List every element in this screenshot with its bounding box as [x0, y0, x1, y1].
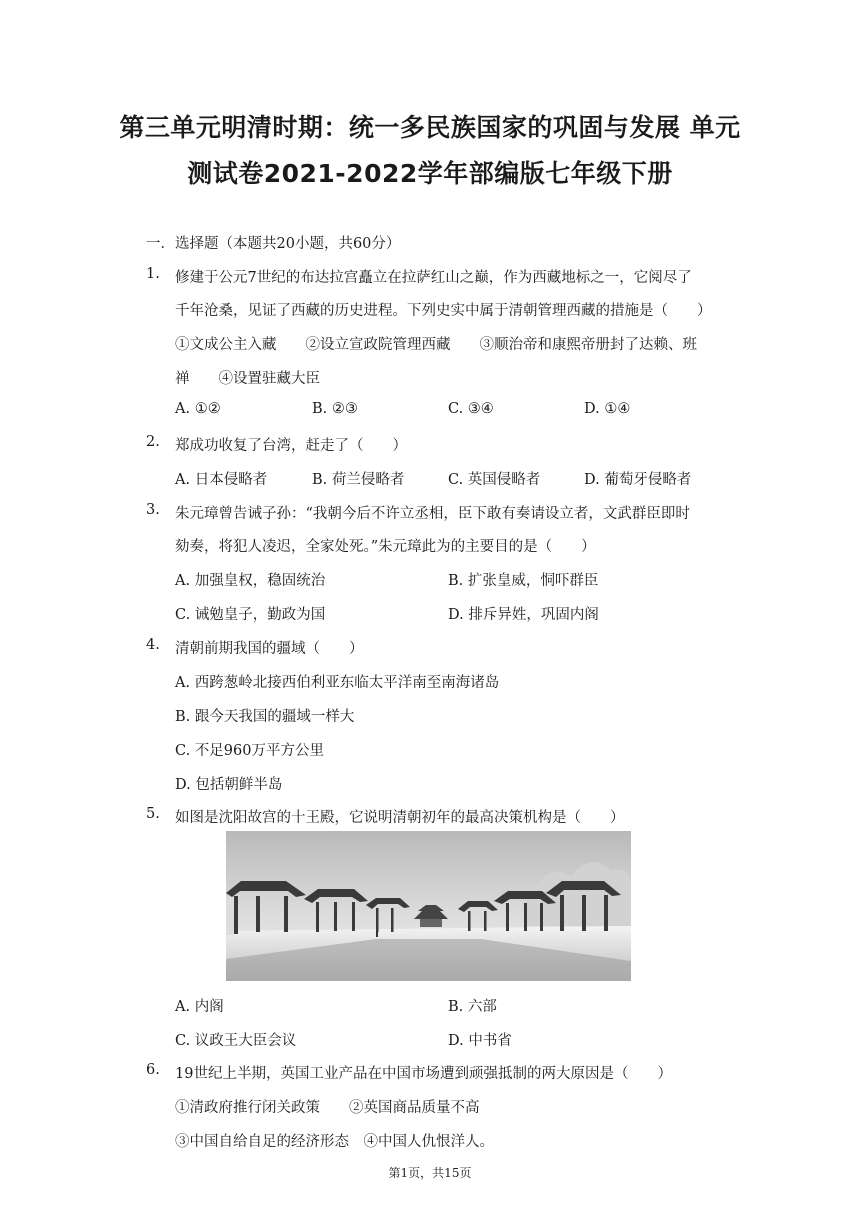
question-3-option-c[interactable]: C. 诫勉皇子，勤政为国 — [175, 607, 326, 623]
question-6-text-line-1: 19世纪上半期，英国工业产品在中国市场遭到顽强抵制的两大原因是（ ） — [175, 1066, 672, 1082]
question-3-text-line-2: 劾奏，将犯人凌迟，全家处死。”朱元璋此为的主要目的是（ ） — [175, 539, 596, 555]
question-3-option-b[interactable]: B. 扩张皇威，恫吓群臣 — [448, 573, 599, 589]
question-1-text-line-3: ①文成公主入藏 ②设立宣政院管理西藏 ③顺治帝和康熙帝册封了达赖、班 — [175, 337, 697, 353]
question-5-option-c[interactable]: C. 议政王大臣会议 — [175, 1033, 297, 1049]
question-3-number: 3. — [146, 502, 160, 518]
question-4-option-a[interactable]: A. 西跨葱岭北接西伯利亚东临太平洋南至南海诸岛 — [175, 675, 500, 691]
palace-illustration — [226, 831, 631, 981]
section-heading: 一．选择题（本题共20小题，共60分） — [146, 236, 401, 252]
question-2-number: 2. — [146, 434, 160, 450]
question-3-option-a[interactable]: A. 加强皇权，稳固统治 — [175, 573, 326, 589]
question-5-number: 5. — [146, 806, 160, 822]
question-2-option-b[interactable]: B. 荷兰侵略者 — [312, 472, 405, 488]
question-2-text-line-1: 郑成功收复了台湾，赶走了（ ） — [175, 438, 407, 454]
question-1-option-c[interactable]: C. ③④ — [448, 401, 494, 417]
question-1-text-line-1: 修建于公元7世纪的布达拉宫矗立在拉萨红山之巅，作为西藏地标之一，它阅尽了 — [175, 270, 692, 286]
question-6-text-line-2: ①清政府推行闭关政策 ②英国商品质量不高 — [175, 1100, 480, 1116]
question-4-option-b[interactable]: B. 跟今天我国的疆域一样大 — [175, 709, 355, 725]
question-1-number: 1. — [146, 266, 160, 282]
question-4-option-c[interactable]: C. 不足960万平方公里 — [175, 743, 324, 759]
question-3-text-line-1: 朱元璋曾告诫子孙：“我朝今后不许立丞相，臣下敢有奏请设立者，文武群臣即时 — [175, 506, 690, 522]
question-5-text-line-1: 如图是沈阳故宫的十王殿，它说明清朝初年的最高决策机构是（ ） — [175, 810, 625, 826]
question-2-option-d[interactable]: D. 葡萄牙侵略者 — [584, 472, 692, 488]
question-2-option-a[interactable]: A. 日本侵略者 — [175, 472, 268, 488]
question-3-option-d[interactable]: D. 排斥异姓，巩固内阁 — [448, 607, 599, 623]
question-5-option-a[interactable]: A. 内阁 — [175, 999, 224, 1015]
question-6-number: 6. — [146, 1062, 160, 1078]
question-2-option-c[interactable]: C. 英国侵略者 — [448, 472, 541, 488]
question-4-number: 4. — [146, 637, 160, 653]
question-1-text-line-4: 禅 ④设置驻藏大臣 — [175, 371, 320, 387]
question-1-text-line-2: 千年沧桑，见证了西藏的历史进程。下列史实中属于清朝管理西藏的措施是（ ） — [175, 303, 712, 319]
shenyang-palace-photo — [226, 831, 631, 981]
question-1-option-d[interactable]: D. ①④ — [584, 401, 631, 417]
question-1-option-a[interactable]: A. ①② — [175, 401, 221, 417]
question-1-option-b[interactable]: B. ②③ — [312, 401, 358, 417]
question-5-option-d[interactable]: D. 中书省 — [448, 1033, 512, 1049]
page-footer: 第1页，共15页 — [388, 1166, 472, 1180]
question-4-option-d[interactable]: D. 包括朝鲜半岛 — [175, 777, 283, 793]
question-5-option-b[interactable]: B. 六部 — [448, 999, 497, 1015]
question-4-text-line-1: 清朝前期我国的疆域（ ） — [175, 641, 364, 657]
document-title-line-1: 第三单元明清时期：统一多民族国家的巩固与发展 单元 — [119, 113, 741, 142]
question-6-text-line-3: ③中国自给自足的经济形态 ④中国人仇恨洋人。 — [175, 1134, 494, 1150]
document-title-line-2: 测试卷2021-2022学年部编版七年级下册 — [187, 159, 673, 188]
